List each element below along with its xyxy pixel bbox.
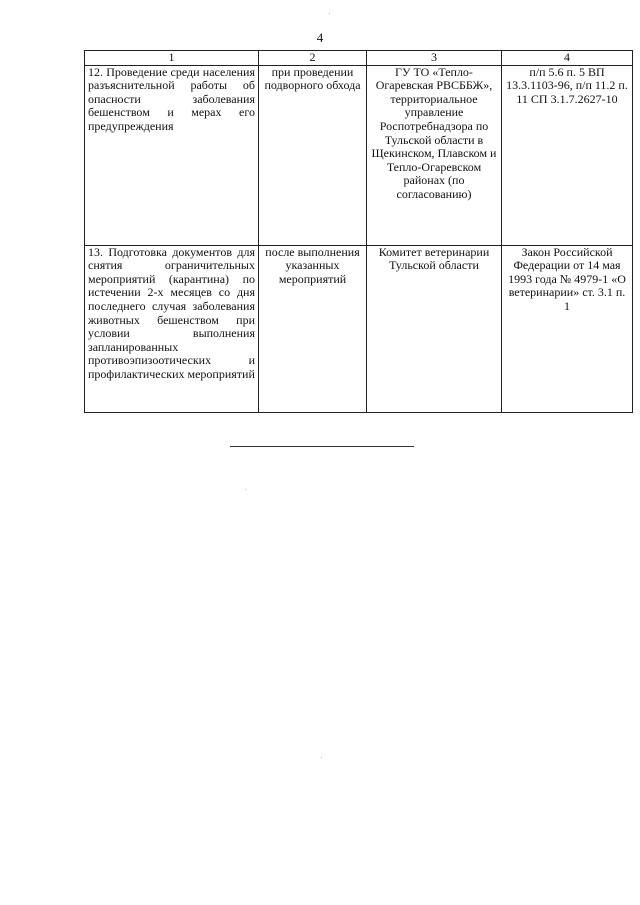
timing-cell: при проведении подворного обхода [259,65,367,245]
end-divider [230,446,414,447]
measure-cell: 12. Проведение среди населения разъяснительной работы об опасности заболевания бешенством и мерах его предупреждения [85,65,259,245]
column-header-1: 1 [85,51,259,66]
table-row [85,245,633,412]
table-row [85,65,633,245]
measures-table [84,50,633,413]
basis-cell: Закон Российской Федерации от 14 мая 1993 года № 4979-1 «О ветеринарии» ст. 3.1 п. 1 [502,245,633,412]
column-header-4: 4 [502,51,633,66]
scan-speck [321,757,322,758]
timing-cell: после выполнения указанных мероприятий [259,245,367,412]
basis-cell: п/п 5.6 п. 5 ВП 13.3.1103-96, п/п 11.2 п. 11 СП 3.1.7.2627-10 [502,65,633,245]
measure-cell: 13. Подготовка документов для снятия ограничительных мероприятий (карантина) по истечении 2-х месяцев со дня последнего случая заболевания животных бешенством при условии выполнения запланированных противоэпизоотических и профилактических мероприятий [85,245,259,412]
scan-speck [329,13,330,14]
responsible-cell: Комитет ветеринарии Тульской области [367,245,502,412]
column-header-2: 2 [259,51,367,66]
column-header-3: 3 [367,51,502,66]
responsible-cell: ГУ ТО «Тепло-Огаревская РВСББЖ», территориальное управление Роспотребнадзора по Тульской области в Щекинском, Плавском и Тепло-Огаревском районах (по согласованию) [367,65,502,245]
page-number: 4 [316,30,324,45]
table-header-row [85,51,633,66]
scan-speck [245,489,246,490]
